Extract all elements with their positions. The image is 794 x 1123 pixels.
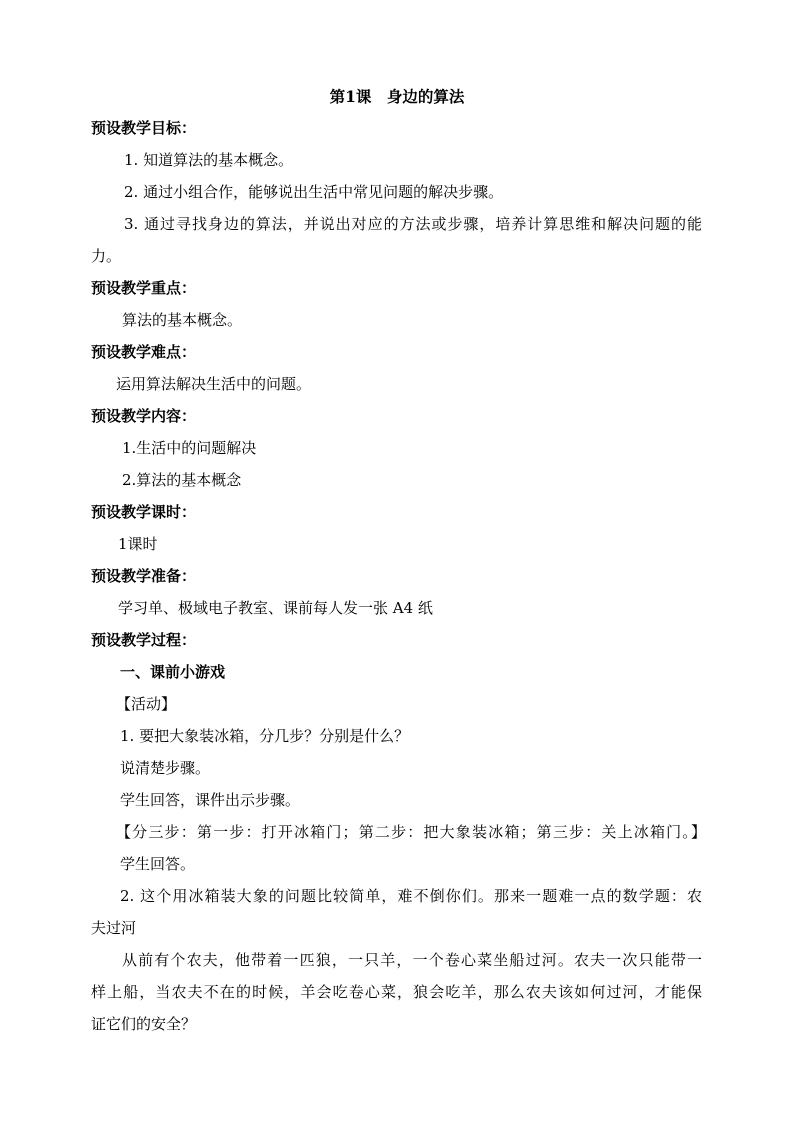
goal-item-1: 1. 知道算法的基本概念。 [124,151,294,169]
question-1-student-2: 学生回答。 [120,855,196,873]
story-line-2: 样上船，当农夫不在的时候，羊会吃卷心菜，狼会吃羊，那么农夫该如何过河，才能保 [91,983,702,1001]
content-item-2: 2.算法的基本概念 [122,471,242,489]
difficulties-heading: 预设教学难点： [91,343,197,361]
question-2-line-2: 夫过河 [91,919,137,937]
question-2-line-1: 2. 这个用冰箱装大象的问题比较简单，难不倒你们。那来一题难一点的数学题：农 [120,887,702,905]
activity-label: 【活动】 [116,695,177,713]
content-heading: 预设教学内容： [91,407,197,425]
story-line-1: 从前有个农夫，他带着一匹狼，一只羊，一个卷心菜坐船过河。农夫一次只能带一 [122,951,702,969]
hours-text: 1课时 [118,535,158,553]
section-1-heading: 一、课前小游戏 [120,663,226,681]
content-item-1: 1.生活中的问题解决 [122,439,257,457]
question-1-instruction: 说清楚步骤。 [120,759,211,777]
preparation-heading: 预设教学准备： [91,567,197,585]
goal-item-2: 2. 通过小组合作，能够说出生活中常见问题的解决步骤。 [124,183,504,201]
lesson-title: 第1课 身边的算法 [329,87,465,106]
goal-item-3-cont: 力。 [91,247,122,265]
key-points-text: 算法的基本概念。 [122,311,243,329]
key-points-heading: 预设教学重点： [91,279,197,297]
goals-heading: 预设教学目标： [91,119,197,137]
question-1: 1. 要把大象装冰箱，分几步？分别是什么？ [120,727,410,745]
difficulties-text: 运用算法解决生活中的问题。 [116,375,312,393]
hours-heading: 预设教学课时： [91,503,197,521]
story-line-3: 证它们的安全？ [91,1015,197,1033]
question-1-student: 学生回答，课件出示步骤。 [120,791,301,809]
question-1-answer: 【分三步：第一步：打开冰箱门；第二步：把大象装冰箱；第三步：关上冰箱门。】 [116,823,706,841]
preparation-text: 学习单、极域电子教室、课前每人发一张 A4 纸 [118,599,433,617]
goal-item-3: 3. 通过寻找身边的算法，并说出对应的方法或步骤，培养计算思维和解决问题的能 [124,215,702,233]
process-heading: 预设教学过程： [91,631,197,649]
